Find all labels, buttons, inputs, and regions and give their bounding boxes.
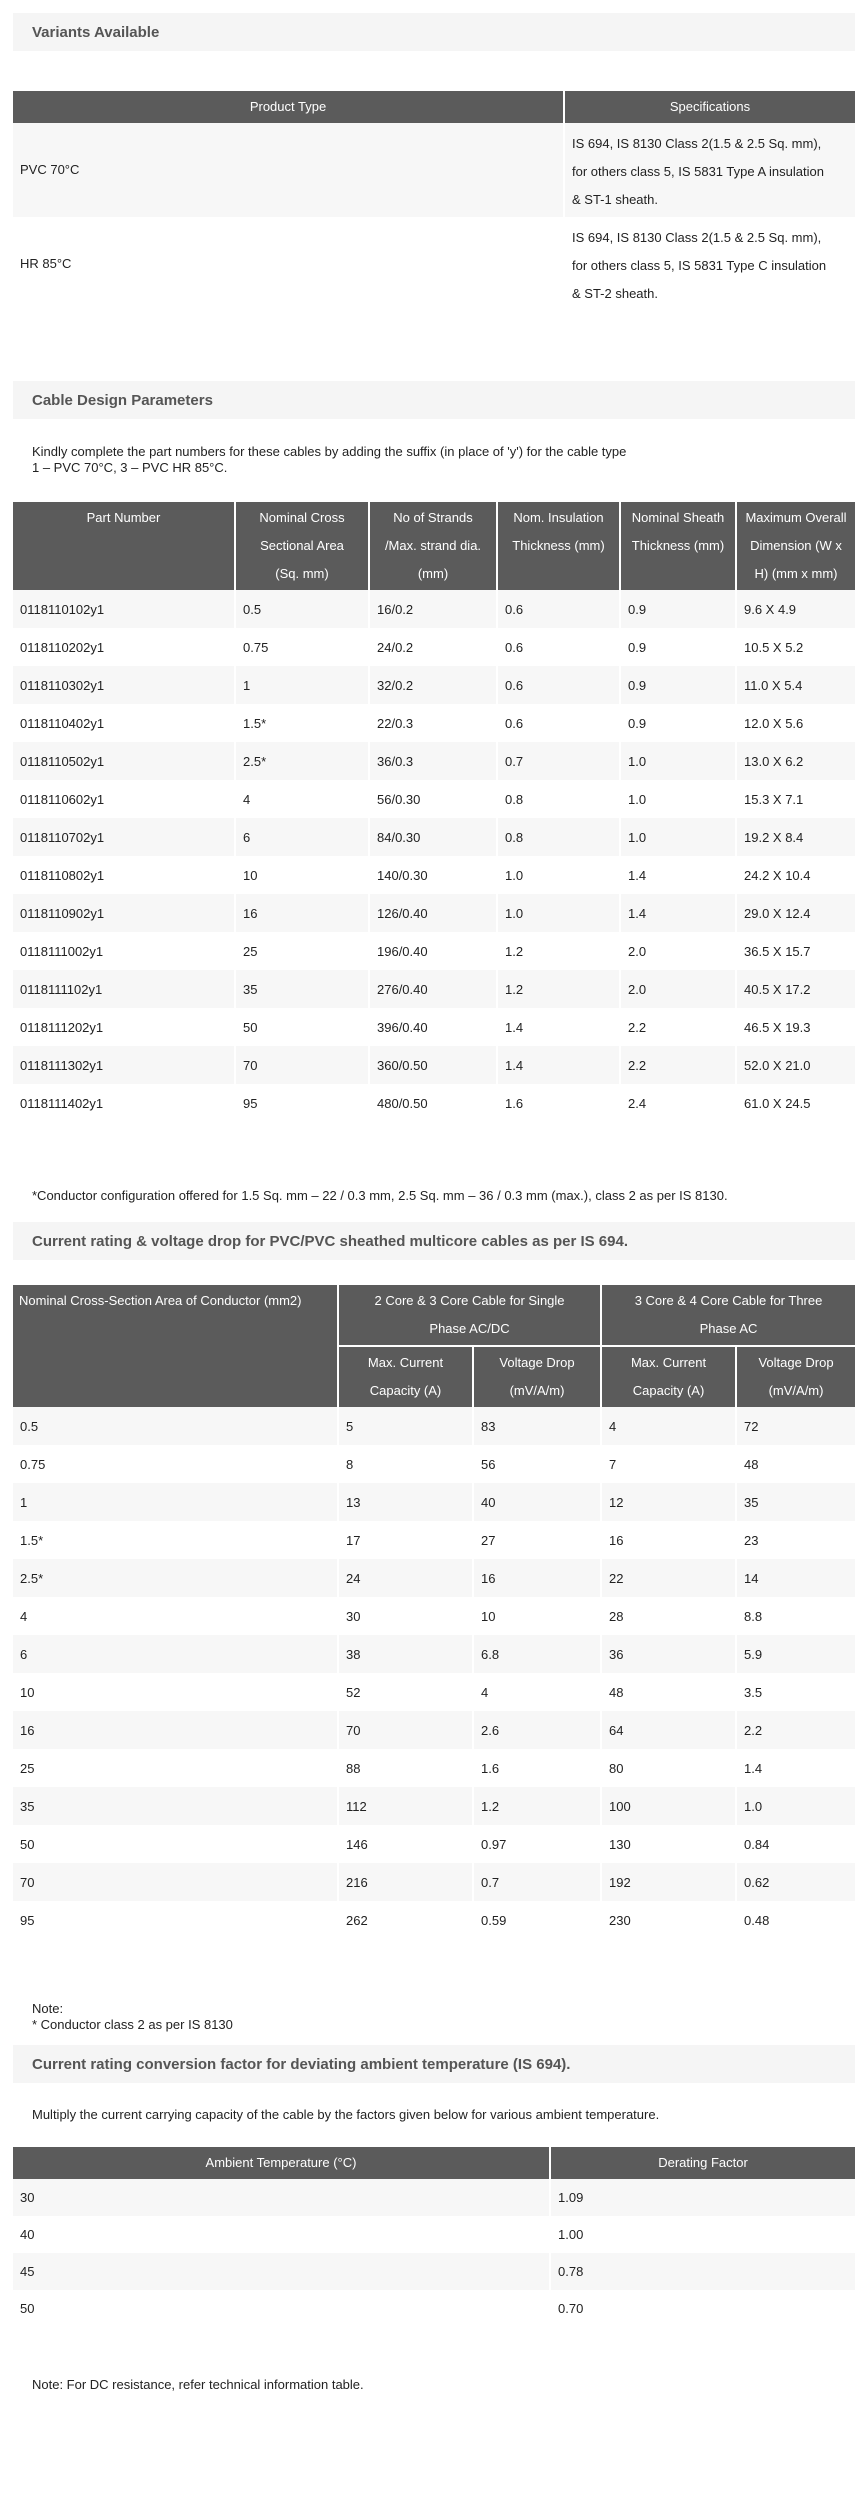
cross-section-cell: 6 (235, 818, 369, 856)
single-phase-voltage-cell: 4 (473, 1673, 601, 1711)
table-row (13, 894, 855, 932)
sheath-cell: 1.0 (620, 780, 736, 818)
part-number-cell: 0118110302y1 (13, 666, 235, 704)
single-phase-current-cell: 52 (338, 1673, 473, 1711)
cross-section-cell: 4 (235, 780, 369, 818)
current-note (13, 2001, 855, 2033)
dimension-cell: 19.2 X 8.4 (736, 818, 855, 856)
sheath-cell: 2.4 (620, 1084, 736, 1122)
header-line: Max. Current (630, 1355, 707, 1370)
three-phase-current-cell: 48 (601, 1673, 736, 1711)
single-phase-current-cell: 8 (338, 1445, 473, 1483)
derating-intro: Multiply the current carrying capacity of the cable by the factors given below for various ambient temperature. (32, 2107, 660, 2122)
header-line: Voltage Drop (758, 1355, 834, 1370)
specification-cell (564, 123, 855, 217)
insulation-cell: 1.4 (497, 1046, 620, 1084)
ambient-temperature-cell: 45 (13, 2253, 550, 2290)
header-line: H) (mm x mm) (754, 566, 838, 581)
header-line: Max. Current (367, 1355, 444, 1370)
header-max-current (601, 1346, 736, 1407)
single-phase-voltage-cell: 0.59 (473, 1901, 601, 1939)
single-phase-voltage-cell: 2.6 (473, 1711, 601, 1749)
insulation-cell: 1.4 (497, 1008, 620, 1046)
derating-factor-cell: 0.78 (550, 2253, 855, 2290)
header-line: Phase AC (699, 1321, 758, 1336)
strands-cell: 276/0.40 (369, 970, 497, 1008)
dimension-cell: 12.0 X 5.6 (736, 704, 855, 742)
strands-cell: 36/0.3 (369, 742, 497, 780)
dimension-cell: 15.3 X 7.1 (736, 780, 855, 818)
table-row (13, 856, 855, 894)
part-number-cell: 0118111402y1 (13, 1084, 235, 1122)
spec-line: IS 694, IS 8130 Class 2(1.5 & 2.5 Sq. mm), (572, 230, 822, 245)
derating-table-body (13, 2179, 855, 2327)
single-phase-current-cell: 17 (338, 1521, 473, 1559)
cross-section-cell: 95 (235, 1084, 369, 1122)
current-heading: Current rating & voltage drop for PVC/PVC sheathed multicore cables as per IS 694. (13, 1222, 855, 1260)
header-ambient-temperature: Ambient Temperature (°C) (13, 2147, 550, 2179)
three-phase-current-cell: 100 (601, 1787, 736, 1825)
derating-factor-cell: 0.70 (550, 2290, 855, 2327)
strands-cell: 16/0.2 (369, 590, 497, 628)
current-table-body (13, 1407, 855, 1939)
dimension-cell: 36.5 X 15.7 (736, 932, 855, 970)
table-row (13, 123, 855, 217)
strands-cell: 140/0.30 (369, 856, 497, 894)
sheath-cell: 2.2 (620, 1008, 736, 1046)
three-phase-voltage-cell: 0.84 (736, 1825, 855, 1863)
three-phase-current-cell: 36 (601, 1635, 736, 1673)
header-line: Nominal Sheath (631, 510, 725, 525)
part-number-cell: 0118111002y1 (13, 932, 235, 970)
three-phase-voltage-cell: 8.8 (736, 1597, 855, 1635)
derating-note: Note: For DC resistance, refer technical information table. (32, 2377, 364, 2392)
ambient-temperature-cell: 50 (13, 2290, 550, 2327)
design-footnote: *Conductor configuration offered for 1.5 Sq. mm – 22 / 0.3 mm, 2.5 Sq. mm – 36 / 0.3 mm (max.), class 2 as per IS 8130. (32, 1188, 728, 1203)
header-line: Nom. Insulation (513, 510, 604, 525)
header-voltage-drop (473, 1346, 601, 1407)
three-phase-voltage-cell: 3.5 (736, 1673, 855, 1711)
strands-cell: 360/0.50 (369, 1046, 497, 1084)
three-phase-voltage-cell: 48 (736, 1445, 855, 1483)
cross-section-cell: 1 (235, 666, 369, 704)
sheath-cell: 1.4 (620, 894, 736, 932)
header-strands (369, 502, 497, 590)
header-part-number (13, 502, 235, 590)
table-row (13, 2253, 855, 2290)
three-phase-voltage-cell: 35 (736, 1483, 855, 1521)
single-phase-voltage-cell: 56 (473, 1445, 601, 1483)
strands-cell: 396/0.40 (369, 1008, 497, 1046)
three-phase-current-cell: 7 (601, 1445, 736, 1483)
area-cell: 4 (13, 1597, 338, 1635)
header-line: Phase AC/DC (429, 1321, 510, 1336)
header-line: No of Strands (393, 510, 473, 525)
single-phase-current-cell: 216 (338, 1863, 473, 1901)
three-phase-current-cell: 12 (601, 1483, 736, 1521)
table-row (13, 818, 855, 856)
table-row (13, 742, 855, 780)
dimension-cell: 52.0 X 21.0 (736, 1046, 855, 1084)
three-phase-current-cell: 64 (601, 1711, 736, 1749)
three-phase-current-cell: 28 (601, 1597, 736, 1635)
part-number-cell: 0118110702y1 (13, 818, 235, 856)
part-number-cell: 0118111202y1 (13, 1008, 235, 1046)
table-row (13, 666, 855, 704)
area-cell: 0.5 (13, 1407, 338, 1445)
three-phase-voltage-cell: 0.62 (736, 1863, 855, 1901)
table-row (13, 628, 855, 666)
header-cross-section (235, 502, 369, 590)
table-row (13, 970, 855, 1008)
cross-section-cell: 50 (235, 1008, 369, 1046)
spec-line: & ST-2 sheath. (572, 286, 658, 301)
header-line: Dimension (W x (750, 538, 842, 553)
spec-line: & ST-1 sheath. (572, 192, 658, 207)
single-phase-current-cell: 262 (338, 1901, 473, 1939)
dimension-cell: 29.0 X 12.4 (736, 894, 855, 932)
strands-cell: 480/0.50 (369, 1084, 497, 1122)
area-cell: 1.5* (13, 1521, 338, 1559)
cross-section-cell: 16 (235, 894, 369, 932)
cross-section-cell: 1.5* (235, 704, 369, 742)
three-phase-voltage-cell: 1.0 (736, 1787, 855, 1825)
three-phase-voltage-cell: 72 (736, 1407, 855, 1445)
table-row (13, 1046, 855, 1084)
table-row (13, 1901, 855, 1939)
dimension-cell: 9.6 X 4.9 (736, 590, 855, 628)
cross-section-cell: 70 (235, 1046, 369, 1084)
area-cell: 0.75 (13, 1445, 338, 1483)
insulation-cell: 0.6 (497, 628, 620, 666)
three-phase-voltage-cell: 14 (736, 1559, 855, 1597)
note-title: Note: (32, 2001, 64, 2016)
part-number-cell: 0118110902y1 (13, 894, 235, 932)
sheath-cell: 1.4 (620, 856, 736, 894)
header-area: Nominal Cross-Section Area of Conductor (mm2) (13, 1285, 338, 1407)
three-phase-current-cell: 230 (601, 1901, 736, 1939)
variants-table (13, 91, 855, 311)
part-number-cell: 0118111102y1 (13, 970, 235, 1008)
single-phase-current-cell: 112 (338, 1787, 473, 1825)
sheath-cell: 0.9 (620, 590, 736, 628)
derating-table (13, 2147, 855, 2327)
single-phase-voltage-cell: 6.8 (473, 1635, 601, 1673)
header-specifications: Specifications (564, 91, 855, 123)
three-phase-current-cell: 192 (601, 1863, 736, 1901)
design-intro (13, 444, 855, 476)
table-row (13, 780, 855, 818)
insulation-cell: 1.2 (497, 970, 620, 1008)
dimension-cell: 61.0 X 24.5 (736, 1084, 855, 1122)
three-phase-voltage-cell: 1.4 (736, 1749, 855, 1787)
single-phase-voltage-cell: 16 (473, 1559, 601, 1597)
variants-heading: Variants Available (13, 13, 855, 51)
table-row (13, 1559, 855, 1597)
area-cell: 95 (13, 1901, 338, 1939)
header-max-current (338, 1346, 473, 1407)
header-line: Nominal Cross (259, 510, 345, 525)
three-phase-voltage-cell: 0.48 (736, 1901, 855, 1939)
sheath-cell: 2.0 (620, 970, 736, 1008)
table-row (13, 1483, 855, 1521)
three-phase-voltage-cell: 23 (736, 1521, 855, 1559)
derating-heading: Current rating conversion factor for deviating ambient temperature (IS 694). (13, 2045, 855, 2083)
part-number-cell: 0118111302y1 (13, 1046, 235, 1084)
single-phase-current-cell: 30 (338, 1597, 473, 1635)
area-cell: 1 (13, 1483, 338, 1521)
table-row (13, 704, 855, 742)
ambient-temperature-cell: 30 (13, 2179, 550, 2216)
table-row (13, 1008, 855, 1046)
sheath-cell: 1.0 (620, 742, 736, 780)
cross-section-cell: 25 (235, 932, 369, 970)
part-number-cell: 0118110102y1 (13, 590, 235, 628)
design-intro-line: Kindly complete the part numbers for these cables by adding the suffix (in place of 'y') for the cable type (32, 444, 627, 459)
table-row (13, 1084, 855, 1122)
strands-cell: 22/0.3 (369, 704, 497, 742)
header-line: Part Number (86, 510, 161, 525)
header-line: Capacity (A) (369, 1383, 442, 1398)
design-table-body (13, 590, 855, 1122)
single-phase-voltage-cell: 1.2 (473, 1787, 601, 1825)
header-line: /Max. strand dia. (384, 538, 482, 553)
single-phase-voltage-cell: 1.6 (473, 1749, 601, 1787)
header-line: (Sq. mm) (275, 566, 329, 581)
table-row (13, 2290, 855, 2327)
area-cell: 25 (13, 1749, 338, 1787)
insulation-cell: 1.0 (497, 894, 620, 932)
single-phase-current-cell: 24 (338, 1559, 473, 1597)
table-row (13, 2216, 855, 2253)
design-table (13, 502, 855, 1122)
ambient-temperature-cell: 40 (13, 2216, 550, 2253)
strands-cell: 196/0.40 (369, 932, 497, 970)
table-row (13, 1407, 855, 1445)
dimension-cell: 24.2 X 10.4 (736, 856, 855, 894)
cross-section-cell: 0.5 (235, 590, 369, 628)
table-row (13, 1825, 855, 1863)
product-type-cell: PVC 70°C (13, 123, 564, 217)
part-number-cell: 0118110202y1 (13, 628, 235, 666)
table-row (13, 1787, 855, 1825)
area-cell: 6 (13, 1635, 338, 1673)
table-row (13, 1749, 855, 1787)
header-line: Capacity (A) (632, 1383, 705, 1398)
insulation-cell: 0.8 (497, 780, 620, 818)
current-table (13, 1285, 855, 1939)
header-product-type: Product Type (13, 91, 564, 123)
part-number-cell: 0118110802y1 (13, 856, 235, 894)
strands-cell: 24/0.2 (369, 628, 497, 666)
sheath-cell: 2.0 (620, 932, 736, 970)
header-line: Sectional Area (260, 538, 344, 553)
strands-cell: 126/0.40 (369, 894, 497, 932)
sheath-cell: 0.9 (620, 704, 736, 742)
header-line: (mV/A/m) (768, 1383, 824, 1398)
insulation-cell: 0.6 (497, 590, 620, 628)
part-number-cell: 0118110402y1 (13, 704, 235, 742)
header-line: (mm) (417, 566, 449, 581)
three-phase-voltage-cell: 5.9 (736, 1635, 855, 1673)
design-heading: Cable Design Parameters (13, 381, 855, 419)
sheath-cell: 2.2 (620, 1046, 736, 1084)
single-phase-current-cell: 13 (338, 1483, 473, 1521)
cross-section-cell: 10 (235, 856, 369, 894)
single-phase-voltage-cell: 10 (473, 1597, 601, 1635)
header-insulation (497, 502, 620, 590)
derating-factor-cell: 1.00 (550, 2216, 855, 2253)
strands-cell: 32/0.2 (369, 666, 497, 704)
table-row (13, 1635, 855, 1673)
single-phase-voltage-cell: 27 (473, 1521, 601, 1559)
header-line: 3 Core & 4 Core Cable for Three (634, 1293, 823, 1308)
spec-line: for others class 5, IS 5831 Type A insulation (572, 164, 824, 179)
area-cell: 35 (13, 1787, 338, 1825)
table-row (13, 1597, 855, 1635)
spec-line: IS 694, IS 8130 Class 2(1.5 & 2.5 Sq. mm), (572, 136, 822, 151)
header-voltage-drop (736, 1346, 855, 1407)
header-line: 2 Core & 3 Core Cable for Single (374, 1293, 565, 1308)
table-row (13, 217, 855, 311)
table-row (13, 1673, 855, 1711)
header-line: Maximum Overall (745, 510, 847, 525)
three-phase-voltage-cell: 2.2 (736, 1711, 855, 1749)
insulation-cell: 0.7 (497, 742, 620, 780)
single-phase-voltage-cell: 0.97 (473, 1825, 601, 1863)
header-line: Voltage Drop (499, 1355, 575, 1370)
insulation-cell: 1.6 (497, 1084, 620, 1122)
insulation-cell: 0.6 (497, 666, 620, 704)
cross-section-cell: 0.75 (235, 628, 369, 666)
three-phase-current-cell: 4 (601, 1407, 736, 1445)
single-phase-current-cell: 70 (338, 1711, 473, 1749)
sheath-cell: 0.9 (620, 628, 736, 666)
area-cell: 10 (13, 1673, 338, 1711)
table-row (13, 2179, 855, 2216)
dimension-cell: 46.5 X 19.3 (736, 1008, 855, 1046)
header-line: (mV/A/m) (509, 1383, 565, 1398)
strands-cell: 56/0.30 (369, 780, 497, 818)
single-phase-current-cell: 5 (338, 1407, 473, 1445)
dimension-cell: 40.5 X 17.2 (736, 970, 855, 1008)
three-phase-current-cell: 130 (601, 1825, 736, 1863)
table-row (13, 932, 855, 970)
table-row (13, 1445, 855, 1483)
dimension-cell: 11.0 X 5.4 (736, 666, 855, 704)
three-phase-current-cell: 80 (601, 1749, 736, 1787)
table-row (13, 1521, 855, 1559)
insulation-cell: 1.0 (497, 856, 620, 894)
cross-section-cell: 35 (235, 970, 369, 1008)
header-derating-factor: Derating Factor (550, 2147, 855, 2179)
derating-factor-cell: 1.09 (550, 2179, 855, 2216)
part-number-cell: 0118110602y1 (13, 780, 235, 818)
single-phase-current-cell: 146 (338, 1825, 473, 1863)
area-cell: 70 (13, 1863, 338, 1901)
dimension-cell: 13.0 X 6.2 (736, 742, 855, 780)
dimension-cell: 10.5 X 5.2 (736, 628, 855, 666)
note-line: * Conductor class 2 as per IS 8130 (32, 2017, 233, 2032)
header-three-phase (601, 1285, 855, 1346)
header-line: Thickness (mm) (512, 538, 605, 553)
insulation-cell: 1.2 (497, 932, 620, 970)
insulation-cell: 0.6 (497, 704, 620, 742)
cross-section-cell: 2.5* (235, 742, 369, 780)
area-cell: 2.5* (13, 1559, 338, 1597)
single-phase-current-cell: 38 (338, 1635, 473, 1673)
part-number-cell: 0118110502y1 (13, 742, 235, 780)
three-phase-current-cell: 16 (601, 1521, 736, 1559)
area-cell: 50 (13, 1825, 338, 1863)
strands-cell: 84/0.30 (369, 818, 497, 856)
single-phase-current-cell: 88 (338, 1749, 473, 1787)
spec-line: for others class 5, IS 5831 Type C insulation (572, 258, 827, 273)
header-single-phase (338, 1285, 601, 1346)
design-intro-line: 1 – PVC 70°C, 3 – PVC HR 85°C. (32, 460, 228, 475)
area-cell: 16 (13, 1711, 338, 1749)
header-dimension (736, 502, 855, 590)
sheath-cell: 0.9 (620, 666, 736, 704)
insulation-cell: 0.8 (497, 818, 620, 856)
single-phase-voltage-cell: 83 (473, 1407, 601, 1445)
table-row (13, 590, 855, 628)
header-line: Thickness (mm) (631, 538, 725, 553)
three-phase-current-cell: 22 (601, 1559, 736, 1597)
table-row (13, 1863, 855, 1901)
sheath-cell: 1.0 (620, 818, 736, 856)
specification-cell (564, 217, 855, 311)
single-phase-voltage-cell: 0.7 (473, 1863, 601, 1901)
table-row (13, 1711, 855, 1749)
single-phase-voltage-cell: 40 (473, 1483, 601, 1521)
product-type-cell: HR 85°C (13, 217, 564, 311)
header-sheath (620, 502, 736, 590)
